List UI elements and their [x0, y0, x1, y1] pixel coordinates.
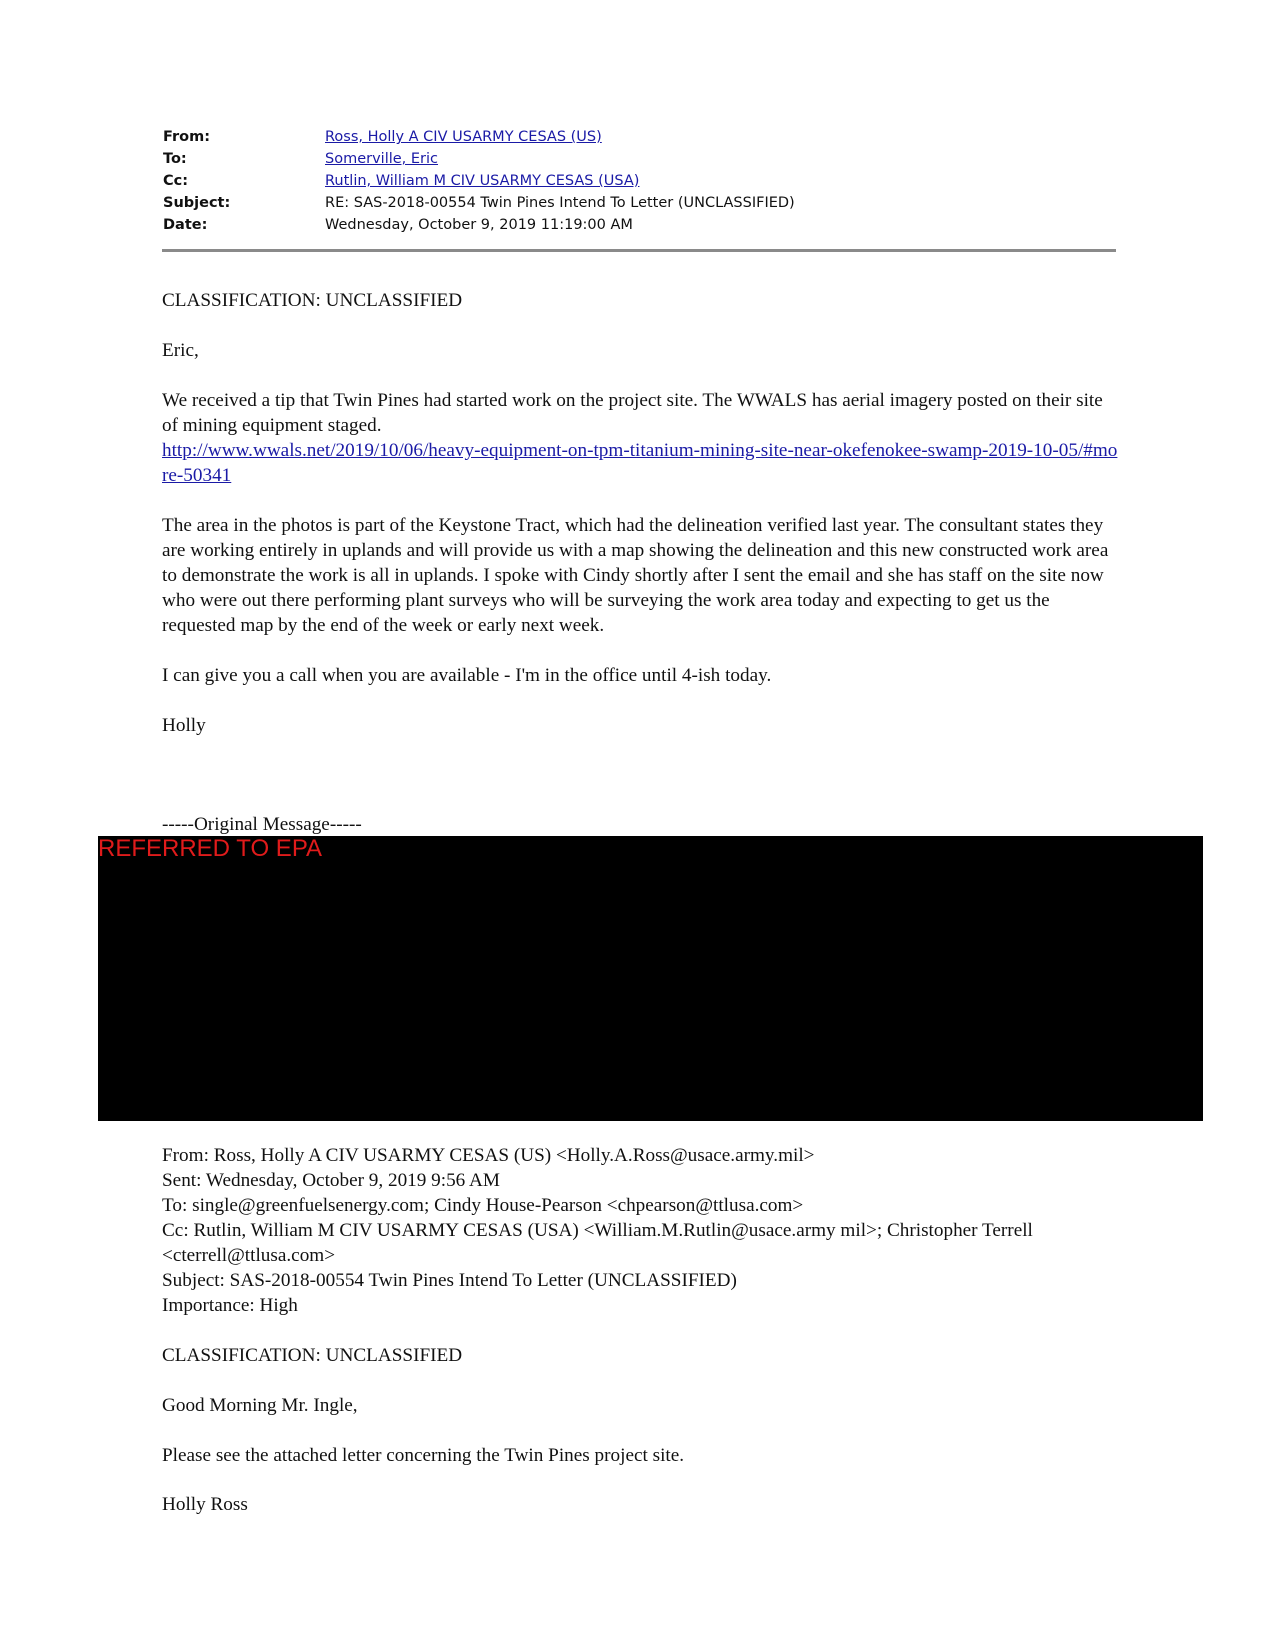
- from-link[interactable]: Ross, Holly A CIV USARMY CESAS (US): [325, 129, 602, 145]
- wwals-link[interactable]: http://www.wwals.net/2019/10/06/heavy-equipment-on-tpm-titanium-mining-site-near-okefenokee-swamp-2019-10-05/#more-50341: [162, 440, 1118, 486]
- to-link[interactable]: Somerville, Eric: [325, 151, 439, 167]
- cc-label: Cc:: [163, 173, 189, 189]
- original-classification: CLASSIFICATION: UNCLASSIFIED: [162, 1345, 463, 1366]
- reply-greeting: Eric,: [162, 340, 199, 361]
- original-importance-line: Importance: High: [162, 1295, 298, 1316]
- subject-value: RE: SAS-2018-00554 Twin Pines Intend To Letter (UNCLASSIFIED): [325, 195, 795, 211]
- reply-paragraph-1-text: We received a tip that Twin Pines had started work on the project site. The WWALS has aerial imagery posted on their site of mining equipment staged.: [162, 390, 1103, 436]
- reply-classification: CLASSIFICATION: UNCLASSIFIED: [162, 290, 463, 311]
- date-label: Date:: [163, 217, 208, 233]
- redaction-label: REFERRED TO EPA: [98, 835, 323, 862]
- header-cc-row: [163, 170, 1113, 192]
- date-value: Wednesday, October 9, 2019 11:19:00 AM: [325, 217, 633, 233]
- header-date-row: [163, 214, 1113, 236]
- reply-paragraph-2: The area in the photos is part of the Keystone Tract, which had the delineation verified last year. The consultant states they are working entirely in uplands and will provide us with a map showing the delineation and this new constructed work area to demonstrate the work is all in uplands. I spoke with Cindy shortly after I sent the email and she has staff on the site now who were out there performing plant surveys who will be surveying the work area today and expecting to get us the requested map by the end of the week or early next week.: [162, 515, 1109, 636]
- original-signature: Holly Ross: [162, 1494, 248, 1515]
- original-sent-line: Sent: Wednesday, October 9, 2019 9:56 AM: [162, 1170, 500, 1191]
- redaction-block: [98, 836, 1203, 1121]
- original-cc-line: Cc: Rutlin, William M CIV USARMY CESAS (USA) <William.M.Rutlin@usace.army mil>; Christopher Terrell <cterrell@ttlusa.com>: [162, 1220, 1033, 1266]
- original-subject-line: Subject: SAS-2018-00554 Twin Pines Intend To Letter (UNCLASSIFIED): [162, 1270, 737, 1291]
- original-paragraph: Please see the attached letter concerning the Twin Pines project site.: [162, 1445, 685, 1466]
- original-to-line: To: single@greenfuelsenergy.com; Cindy House-Pearson <chpearson@ttlusa.com>: [162, 1195, 804, 1216]
- header-divider: [162, 249, 1116, 252]
- header-from-row: [163, 126, 1113, 148]
- original-headers: [162, 1143, 1122, 1318]
- to-label: To:: [163, 151, 187, 167]
- email-header: [163, 126, 1113, 236]
- reply-paragraph-3: I can give you a call when you are available - I'm in the office until 4-ish today.: [162, 665, 772, 686]
- original-greeting: Good Morning Mr. Ingle,: [162, 1395, 358, 1416]
- header-to-row: [163, 148, 1113, 170]
- header-subject-row: [163, 192, 1113, 214]
- reply-paragraph-1: [162, 388, 1122, 488]
- from-label: From:: [163, 129, 210, 145]
- original-message-marker: -----Original Message-----: [162, 814, 362, 835]
- original-from-line: From: Ross, Holly A CIV USARMY CESAS (US) <Holly.A.Ross@usace.army.mil>: [162, 1145, 815, 1166]
- cc-link[interactable]: Rutlin, William M CIV USARMY CESAS (USA): [325, 173, 640, 189]
- subject-label: Subject:: [163, 195, 231, 211]
- reply-signature: Holly: [162, 715, 206, 736]
